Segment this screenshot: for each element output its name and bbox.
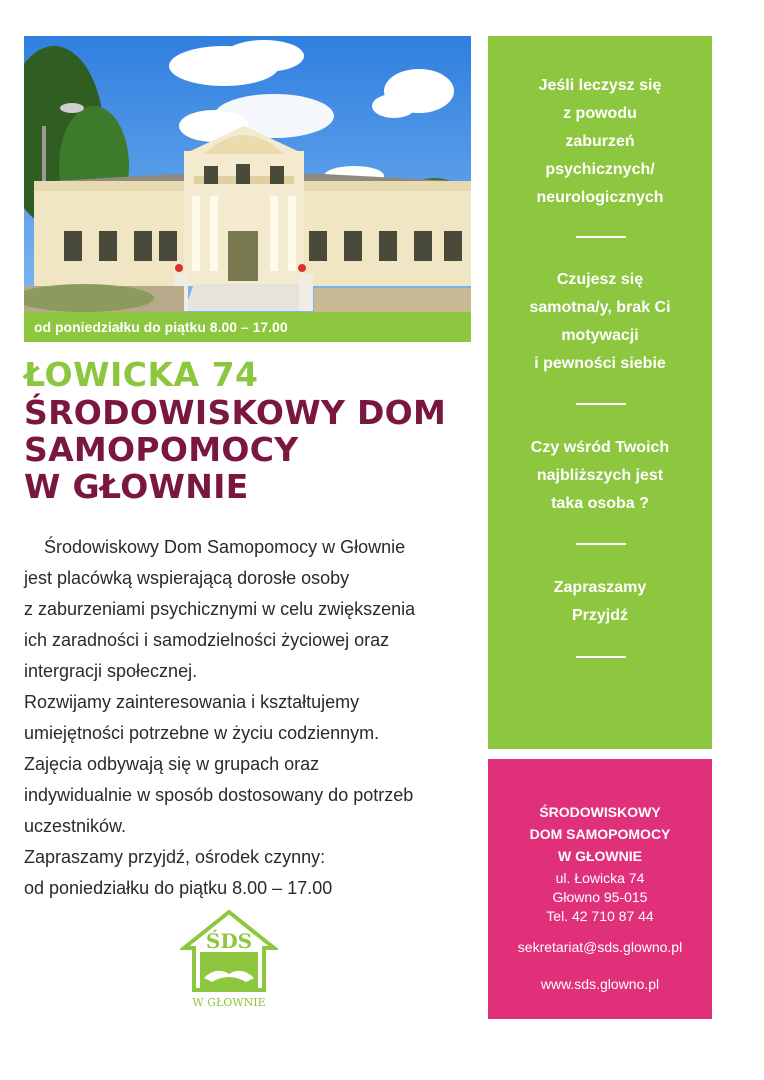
- divider-line: [576, 543, 626, 545]
- invitation-block: [488, 574, 712, 630]
- body-line: uczestników.: [24, 816, 127, 836]
- phone-number: Tel. 42 710 87 44: [546, 908, 654, 924]
- contact-panel: [488, 759, 712, 1019]
- contact-title: [488, 801, 712, 867]
- divider-line: [576, 656, 626, 658]
- panel-line: Zapraszamy: [553, 579, 647, 596]
- hours-caption-bar: od poniedziałku do piątku 8.00 – 17.00: [24, 312, 471, 342]
- panel-line: Przyjdź: [571, 607, 628, 624]
- email-link[interactable]: sekretariat@sds.glowno.pl: [517, 939, 683, 955]
- body-line: intergracji społecznej.: [24, 661, 198, 681]
- panel-line: Czujesz się: [556, 271, 644, 288]
- question-block: [488, 72, 712, 212]
- body-line: Rozwijamy zainteresowania i kształtujemy: [24, 692, 360, 712]
- description-text: [24, 532, 479, 904]
- panel-line: neurologicznych: [536, 189, 664, 206]
- body-line: od poniedziałku do piątku 8.00 – 17.00: [24, 878, 333, 898]
- body-line: Środowiskowy Dom Samopomocy w Głownie: [44, 537, 406, 557]
- body-line: ich zaradności i samodzielności życiowej oraz: [24, 630, 390, 650]
- question-block: [488, 266, 712, 378]
- contact-address: [488, 869, 712, 926]
- contact-title-line: ŚRODOWISKOWY: [539, 804, 661, 820]
- panel-line: taka osoba ?: [551, 495, 649, 512]
- logo-subtitle: W GŁOWNIE: [192, 996, 266, 1009]
- contact-title-line: W GŁOWNIE: [558, 848, 642, 864]
- title-line: ŚRODOWISKOWY DOM: [24, 393, 447, 432]
- body-line: Zapraszamy przyjdź, ośrodek czynny:: [24, 847, 326, 867]
- website-link[interactable]: www.sds.glowno.pl: [540, 976, 660, 992]
- body-line: z zaburzeniami psychicznymi w celu zwiększenia: [24, 599, 416, 619]
- panel-line: motywacji: [561, 327, 639, 344]
- body-line: indywidualnie w sposób dostosowany do potrzeb: [24, 785, 414, 805]
- title-line: SAMOPOMOCY: [24, 430, 299, 469]
- divider-line: [576, 236, 626, 238]
- body-line: jest placówką wspierającą dorosłe osoby: [24, 568, 350, 588]
- panel-line: i pewności siebie: [534, 355, 666, 372]
- contact-title-line: DOM SAMOPOMOCY: [529, 826, 671, 842]
- panel-line: Jeśli leczysz się: [538, 77, 662, 94]
- logo-letters: ŚDS: [205, 929, 253, 953]
- postal-city: Głowno 95-015: [552, 889, 648, 905]
- building-photo: [24, 36, 471, 312]
- address-heading: ŁOWICKA 74: [24, 355, 259, 394]
- panel-line: Czy wśród Twoich: [530, 439, 670, 456]
- divider-line: [576, 403, 626, 405]
- question-block: [488, 434, 712, 518]
- panel-line: najbliższych jest: [536, 467, 664, 484]
- street-address: ul. Łowicka 74: [555, 870, 645, 886]
- panel-line: z powodu: [563, 105, 637, 122]
- panel-line: zaburzeń: [565, 133, 635, 150]
- panel-line: samotna/y, brak Ci: [529, 299, 671, 316]
- title-line: W GŁOWNIE: [24, 467, 249, 506]
- sds-logo: [180, 908, 278, 1012]
- info-panel-green: [488, 36, 712, 749]
- panel-line: psychicznych/: [545, 161, 655, 178]
- body-line: Zajęcia odbywają się w grupach oraz: [24, 754, 320, 774]
- body-line: umiejętności potrzebne w życiu codziennym.: [24, 723, 380, 743]
- institution-title: [24, 394, 474, 505]
